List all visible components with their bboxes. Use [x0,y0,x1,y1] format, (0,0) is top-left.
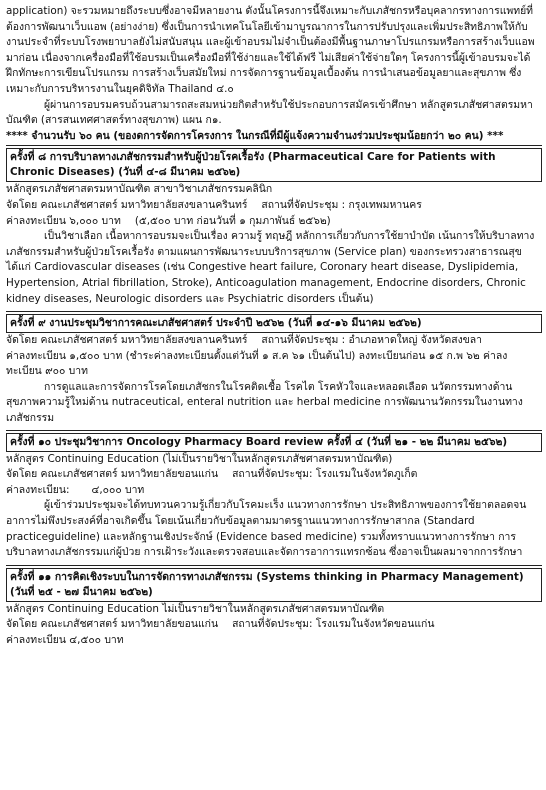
section-9-organizer-row [6,333,542,349]
section-8-organizer-row [6,198,542,214]
section-8-fee-row [6,214,542,230]
document-page [6,0,542,649]
section-11-organizer: จัดโดย คณะเภสัชศาสตร์ มหาวิทยาลัยขอนแก่น [6,618,219,631]
section-8-fee: ค่าลงทะเบียน ๖,๐๐๐ บาท [6,214,121,227]
section-10-curriculum: หลักสูตร Continuing Education (ไม่เป็นรายวิชาในหลักสูตรเภสัชศาสตรมหาบัณฑิต) [6,452,393,465]
section-8-fee-note: (๕,๕๐๐ บาท ก่อนวันที่ ๑ กุมภาพันธ์ ๒๕๖๒) [134,214,331,227]
section-11-organizer-row [6,617,542,633]
intro-paragraph: application) จะรวมหมายถึงระบบซึ่งอาจมีหลายงาน ดังนั้นโครงการนี้จึงเหมาะกับเภสัชกรหรือบุคลากรทางการแพทย์ที่ต้องการพัฒนาเว็บแอพ (อย่างง่าย) ซึ่งเป็นการนำเทคโนโลยีเข้ามาบูรณาการในการปรับปรุงและเพิ่มประสิทธิภาพให้กับงานประจำที่ระบบโรงพยาบาลยังไม่สนับสนุน และผู้เข้าอบรมไม่จำเป็นต้องมีพื้นฐานภาษาโปรแกรมหรือการสร้างเว็บแอพมาก่อน เนื่องจากเครื่องมือที่ใช้อบรมเป็นเครื่องมือที่ใช้ง่ายและใช้ได้ฟรี ไม่เสียค่าใช้จ่ายใดๆ โครงการนี้ผู้เข้าอบรมจะได้ฝึกทักษะการเขียนโปรแกรม การสร้างเว็บสมัยใหม่ การจัดการฐานข้อมูลเบื้องต้น การนำเสนอข้อมูลยาและสุขภาพ ซึ่งเหมาะกับการบริหารงานในยุคดิจิทัล Thailand ๔.๐ [6,5,535,95]
section-10-organizer: จัดโดย คณะเภสัชศาสตร์ มหาวิทยาลัยขอนแก่น [6,468,219,481]
section-10-fee-label: ค่าลงทะเบียน: [6,483,70,496]
section-9-venue: สถานที่จัดประชุม : อำเภอหาดใหญ่ จังหวัดสงขลา [261,334,482,347]
enrollment-note: **** จำนวนรับ ๖๐ คน (ของดการจัดการโครงการ ในกรณีที่มีผู้แจ้งความจำนงร่วมประชุมน้อยกว่า ๒๐ คน) *** [6,129,504,142]
divider [6,311,542,312]
divider [6,430,542,431]
section-9-heading: ครั้งที่ ๙ งานประชุมวิชาการคณะเภสัชศาสตร์ ประจำปี ๒๕๖๒ (วันที่ ๑๔-๑๖ มีนาคม ๒๕๖๒) [6,314,542,333]
credit-paragraph: ผู้ผ่านการอบรมครบถ้วนสามารถสะสมหน่วยกิตสำหรับใช้ประกอบการสมัครเข้าศึกษา หลักสูตรเภสัชศาสตรมหาบัณฑิต (สารสนเทศศาสตร์ทางสุขภาพ) แผน ก๑. [6,98,533,127]
divider [6,565,542,566]
section-11-heading: ครั้งที่ ๑๑ การคิดเชิงระบบในการจัดการทางเภสัชกรรม (Systems thinking in Pharmacy Management) (วันที่ ๒๕ - ๒๗ มีนาคม ๒๕๖๒) [6,568,542,602]
section-10-fee-value: ๔,๐๐๐ บาท [91,483,145,496]
section-10-fee-row [6,483,542,499]
section-8-venue: สถานที่จัดประชุม : กรุงเทพมหานคร [261,198,422,211]
section-11-curriculum: หลักสูตร Continuing Education ไม่เป็นรายวิชาในหลักสูตรเภสัชศาสตรมหาบัณฑิต [6,602,385,615]
section-10-heading: ครั้งที่ ๑๐ ประชุมวิชาการ Oncology Pharmacy Board review ครั้งที่ ๔ (วันที่ ๒๑ - ๒๒ มีนาคม ๒๕๖๒) [6,433,542,452]
section-11-venue: สถานที่จัดประชุม: โรงแรมในจังหวัดขอนแก่น [232,618,435,631]
section-9-description: การดูแลและการจัดการโรคโดยเภสัชกรในโรคติดเชื้อ โรคไต โรคหัวใจและหลอดเลือด นวัตกรรมทางด้านสุขภาพความรู้ใหม่ด้าน nutraceutical, enteral nutrition และ herbal medicine การพัฒนานวัตกรรมในงานทางเภสัชกรรม [6,380,523,425]
section-8-description: เป็นวิชาเลือก เนื้อหาการอบรมจะเป็นเรื่อง ความรู้ ทฤษฎี หลักการเกี่ยวกับการใช้ยาบำบัด เน้นการให้บริบาลทางเภสัชกรรมสำหรับผู้ป่วยโรคเรื้อรัง ตามแผนการพัฒนาระบบบริการสุขภาพ (Service plan) ของกระทรวงสาธารณสุข ได้แก่ Cardiovascular diseases (เช่น Congestive heart failure, Coronary heart disease, Dyslipidemia, Hypertension, Atrial fibrillation, Stroke), Anticoagulation management, Endocrine disorders, Chronic kidney diseases, Neurologic disorders และ Psychiatric disorders เป็นต้น) [6,230,535,305]
section-10-description: ผู้เข้าร่วมประชุมจะได้ทบทวนความรู้เกี่ยวกับโรคมะเร็ง แนวทางการรักษา ประสิทธิภาพของการใช้ยาตลอดจนอาการไม่พึงประสงค์ที่อาจเกิดขึ้น โดยเน้นเกี่ยวกับข้อมูลตามมาตรฐานแนวทางการรักษาสากล (Standard practiceguideline) และหลักฐานเชิงประจักษ์ (Evidence based medicine) รวมทั้งทราบแนวทางการรักษา การบริบาลทางเภสัชกรรมแก่ผู้ป่วย การเฝ้าระวังและตรวจสอบและจัดการอาการแทรกซ้อน ซึ่งอาจเป็นผลมาจากการรักษา [6,499,527,559]
divider [6,145,542,146]
section-8-curriculum: หลักสูตรเภสัชศาสตรมหาบัณฑิต สาขาวิชาเภสัชกรรมคลินิก [6,183,273,196]
section-8-heading: ครั้งที่ ๘ การบริบาลทางเภสัชกรรมสำหรับผู้ป่วยโรคเรื้อรัง (Pharmaceutical Care for Patients with Chronic Diseases) (วันที่ ๔-๘ มีนาคม ๒๕๖๒) [6,148,542,182]
section-8-organizer: จัดโดย คณะเภสัชศาสตร์ มหาวิทยาลัยสงขลานครินทร์ [6,198,248,211]
section-9-organizer: จัดโดย คณะเภสัชศาสตร์ มหาวิทยาลัยสงขลานครินทร์ [6,334,248,347]
section-10-venue: สถานที่จัดประชุม: โรงแรมในจังหวัดภูเก็ต [232,468,418,481]
section-9-fee: ค่าลงทะเบียน ๑,๕๐๐ บาท (ชำระค่าลงทะเบียนตั้งแต่วันที่ ๑ ส.ค ๖๑ เป็นต้นไป) ลงทะเบียนก่อน ๑๕ ก.พ ๖๒ ค่าลงทะเบียน ๙๐๐ บาท [6,349,508,378]
section-10-organizer-row [6,467,542,483]
section-11-fee: ค่าลงทะเบียน ๔,๕๐๐ บาท [6,634,124,646]
